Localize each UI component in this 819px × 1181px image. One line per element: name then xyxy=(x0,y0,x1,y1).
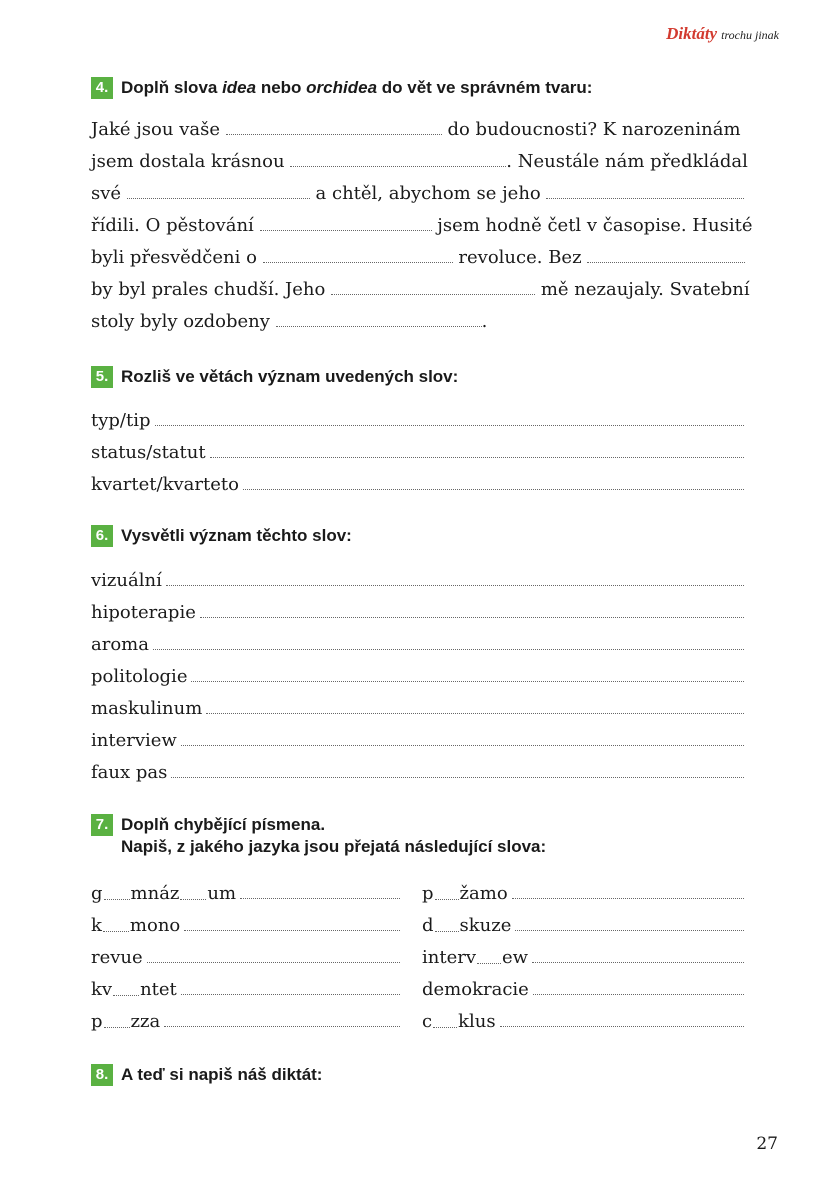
fill-blank[interactable] xyxy=(331,280,535,295)
task-title: Doplň chybějící písmena. Napiš, z jakého jazyka jsou přejatá následující slova: xyxy=(121,815,547,856)
answer-row: interview xyxy=(91,725,744,751)
fill-blank[interactable] xyxy=(546,184,744,199)
letter-blank[interactable] xyxy=(435,917,459,932)
answer-line[interactable] xyxy=(181,741,744,746)
word-pair: g mnáz um xyxy=(91,878,400,904)
answer-line[interactable] xyxy=(153,645,744,650)
letter-blank[interactable] xyxy=(113,981,139,996)
letter-blank[interactable] xyxy=(180,885,206,900)
task-4-line: Jaké jsou vaše do budoucnosti? K narozeninám xyxy=(91,119,741,140)
letter-blank[interactable] xyxy=(104,1013,130,1028)
answer-row: vizuální xyxy=(91,565,744,591)
letter-blank[interactable] xyxy=(103,917,129,932)
fill-blank[interactable] xyxy=(260,216,432,231)
task-4-line: stoly byly ozdobeny . xyxy=(91,311,488,332)
answer-line[interactable] xyxy=(532,958,744,963)
answer-line[interactable] xyxy=(171,773,744,778)
answer-line[interactable] xyxy=(500,1022,744,1027)
word-pair: d skuze xyxy=(422,910,744,936)
task-title: Vysvětli význam těchto slov: xyxy=(121,526,352,545)
task-4-line: jsem dostala krásnou . Neustále nám předkládal xyxy=(91,151,748,172)
answer-line[interactable] xyxy=(147,958,400,963)
task-6-heading xyxy=(91,525,352,547)
word-pair: demokracie xyxy=(422,974,744,1000)
answer-line[interactable] xyxy=(240,894,400,899)
task-number-badge: 5. xyxy=(91,366,113,388)
task-title: Rozliš ve větách význam uvedených slov: xyxy=(121,367,459,386)
answer-row: politologie xyxy=(91,661,744,687)
task-number-badge: 6. xyxy=(91,525,113,547)
task-4-heading xyxy=(91,77,592,99)
fill-blank[interactable] xyxy=(290,152,506,167)
task-7-heading xyxy=(91,814,546,858)
answer-line[interactable] xyxy=(164,1022,400,1027)
answer-row: maskulinum xyxy=(91,693,744,719)
answer-line[interactable] xyxy=(206,709,744,714)
answer-row: status/statut xyxy=(91,437,744,463)
answer-line[interactable] xyxy=(184,926,400,931)
word-pair: c klus xyxy=(422,1006,744,1032)
task-4-line: byli přesvědčeni o revoluce. Bez xyxy=(91,247,745,269)
page-number: 27 xyxy=(756,1134,778,1154)
word-pair: p žamo xyxy=(422,878,744,904)
answer-line[interactable] xyxy=(155,421,744,426)
header-subtitle: trochu jinak xyxy=(721,28,779,42)
answer-row: typ/tip xyxy=(91,405,744,431)
letter-blank[interactable] xyxy=(433,1013,457,1028)
letter-blank[interactable] xyxy=(477,949,501,964)
answer-line[interactable] xyxy=(515,926,744,931)
answer-line[interactable] xyxy=(512,894,744,899)
answer-row: faux pas xyxy=(91,757,744,783)
page-header xyxy=(666,24,779,44)
task-number-badge: 8. xyxy=(91,1064,113,1086)
task-number-badge: 7. xyxy=(91,814,113,836)
letter-blank[interactable] xyxy=(104,885,130,900)
task-5-heading xyxy=(91,366,458,388)
answer-line[interactable] xyxy=(200,613,744,618)
answer-row: hipoterapie xyxy=(91,597,744,623)
task-4-line: své a chtěl, abychom se jeho xyxy=(91,183,744,205)
answer-line[interactable] xyxy=(181,990,400,995)
answer-line[interactable] xyxy=(533,990,744,995)
answer-line[interactable] xyxy=(243,485,744,490)
answer-row: kvartet/kvarteto xyxy=(91,469,744,495)
fill-blank[interactable] xyxy=(127,184,310,199)
answer-line[interactable] xyxy=(210,453,744,458)
header-title: Diktáty xyxy=(666,24,718,43)
word-pair: kv ntet xyxy=(91,974,400,1000)
task-title: A teď si napiš náš diktát: xyxy=(121,1065,323,1084)
task-title: Doplň slova idea nebo orchidea do vět ve správném tvaru: xyxy=(121,78,593,97)
answer-line[interactable] xyxy=(191,677,744,682)
letter-blank[interactable] xyxy=(435,885,459,900)
fill-blank[interactable] xyxy=(276,312,482,327)
answer-row: aroma xyxy=(91,629,744,655)
word-pair: interv ew xyxy=(422,942,744,968)
word-pair: k mono xyxy=(91,910,400,936)
task-number-badge: 4. xyxy=(91,77,113,99)
word-pair: p zza xyxy=(91,1006,400,1032)
fill-blank[interactable] xyxy=(263,248,453,263)
fill-blank[interactable] xyxy=(226,120,442,135)
answer-line[interactable] xyxy=(166,581,744,586)
task-8-heading xyxy=(91,1064,322,1086)
task-4-line: by byl prales chudší. Jeho mě nezaujaly. Svatební xyxy=(91,279,750,300)
task-4-line: řídili. O pěstování jsem hodně četl v časopise. Husité xyxy=(91,215,753,236)
word-pair: revue xyxy=(91,942,400,968)
fill-blank[interactable] xyxy=(587,248,745,263)
